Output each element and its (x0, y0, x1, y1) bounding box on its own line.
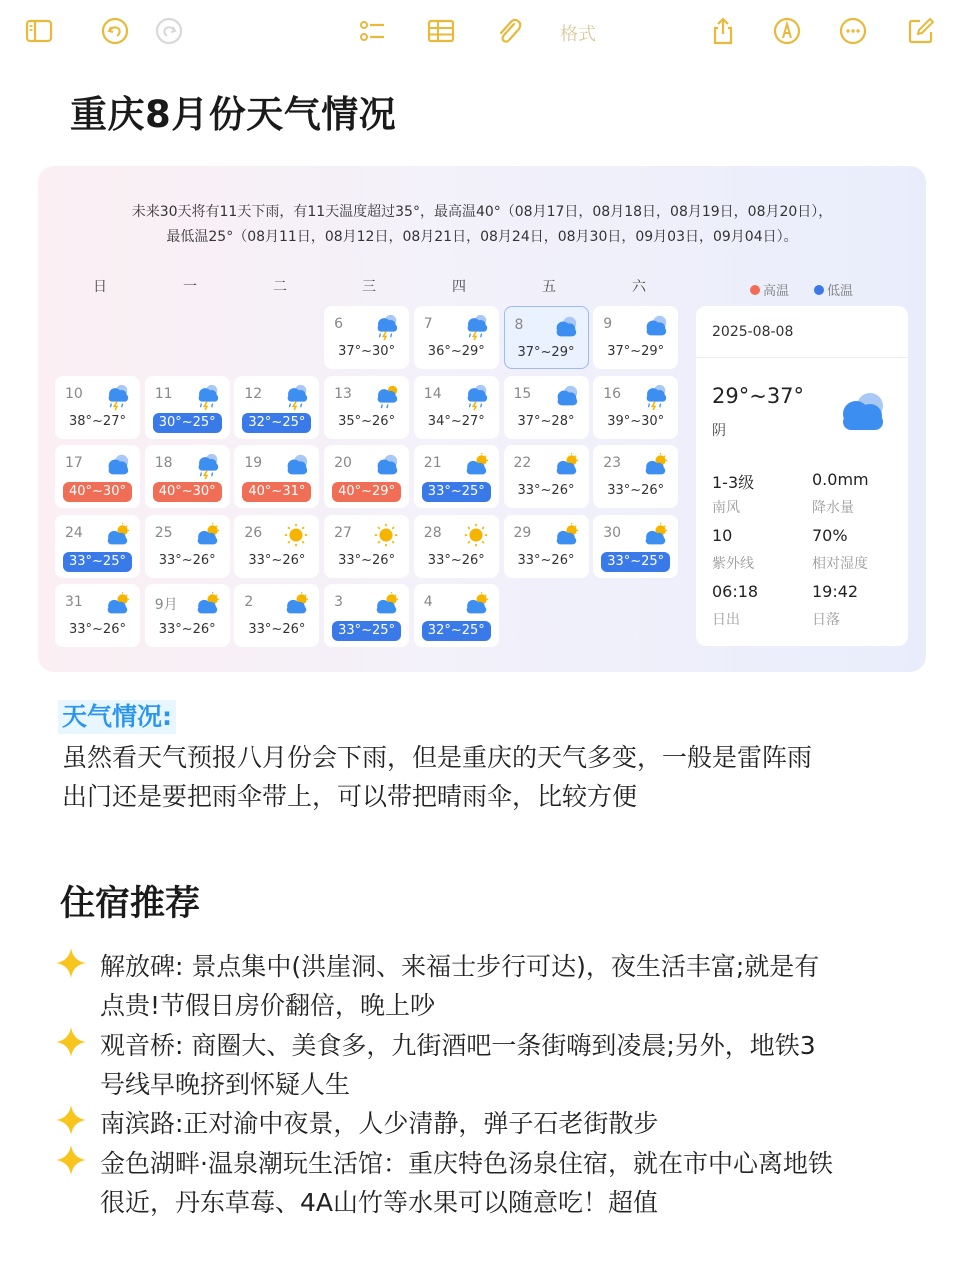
lodging-item-line: 南滨路:正对渝中夜景，人少清静，弹子石老街散步 (100, 1109, 659, 1138)
ellipsis-icon (838, 16, 868, 46)
paperclip-icon (494, 16, 524, 46)
calendar-day[interactable] (504, 306, 589, 369)
day-temp-range: 33°~26° (248, 552, 306, 568)
compose-button[interactable] (904, 14, 938, 48)
attachment-button[interactable] (492, 14, 526, 48)
day-number: 23 (603, 455, 622, 471)
lodging-item-line: 号线早晚挤到怀疑人生 (100, 1070, 351, 1099)
calendar-day[interactable] (324, 445, 409, 508)
day-number: 16 (603, 385, 622, 402)
calendar-day[interactable] (145, 376, 230, 439)
weather-note-line: 虽然看天气预报八月份会下雨，但是重庆的天气多变，一般是雷阵雨 (62, 743, 813, 772)
day-number: 26 (244, 524, 263, 541)
day-temp-range: 38°~27° (69, 413, 126, 429)
day-number: 20 (334, 455, 352, 471)
humidity-value: 70% (812, 526, 848, 545)
calendar-day[interactable] (234, 376, 319, 439)
legend-low-label: 低温 (827, 284, 854, 299)
day-temp-range: 33°~25° (601, 552, 670, 572)
calendar-day[interactable] (55, 515, 140, 578)
table-button[interactable] (424, 14, 458, 48)
checklist-button[interactable] (355, 14, 389, 48)
day-number: 9月 (154, 597, 178, 613)
more-button[interactable] (836, 14, 870, 48)
day-temp-range: 33°~26° (517, 552, 575, 568)
calendar-day[interactable] (234, 445, 319, 508)
day-temp-range: 33°~25° (332, 621, 401, 641)
day-temp-range: 36°~29° (427, 344, 485, 359)
calendar-day[interactable] (324, 515, 409, 578)
legend-high-label: 高温 (763, 284, 790, 299)
day-temp-range: 33°~26° (517, 483, 575, 498)
day-temp-range: 33°~26° (338, 552, 396, 568)
cloud-icon (281, 452, 311, 480)
calendar-day[interactable] (414, 445, 499, 508)
share-icon (708, 16, 738, 46)
day-temp-range: 35°~26° (338, 413, 396, 429)
day-number: 13 (334, 385, 352, 402)
uv-label: 紫外线 (712, 556, 754, 572)
day-number: 4 (423, 594, 433, 610)
day-number: 22 (513, 455, 532, 471)
weekday-header: 六 (632, 279, 646, 295)
calendar-day[interactable] (234, 584, 319, 647)
weather-summary (38, 200, 926, 250)
thunderstorm-icon (461, 313, 491, 341)
calendar-day[interactable] (234, 515, 319, 578)
weekday-header: 二 (273, 279, 287, 295)
weekday-header: 一 (183, 279, 197, 295)
sparkle-icon (54, 946, 88, 980)
sun-icon (281, 522, 311, 550)
share-button[interactable] (706, 14, 740, 48)
calendar-day[interactable] (55, 376, 140, 439)
pen-circle-icon (772, 16, 802, 46)
day-temp-range: 33°~26° (69, 622, 126, 637)
cloud-icon (550, 314, 580, 342)
legend-dot-high (750, 285, 760, 295)
weekday-header: 日 (93, 279, 107, 295)
day-temp-range: 34°~27° (427, 413, 485, 429)
uv-value: 10 (712, 526, 733, 545)
calendar-day[interactable] (593, 376, 678, 439)
redo-button[interactable] (152, 14, 186, 48)
partly-cloudy-icon (192, 522, 222, 550)
calendar-day[interactable] (593, 515, 678, 578)
day-number: 6 (334, 316, 344, 332)
undo-button[interactable] (98, 14, 132, 48)
lodging-item-line: 解放碑: 景点集中(洪崖洞、来福士步行可达)，夜生活丰富;就是有 (100, 952, 820, 981)
sun-icon (461, 522, 491, 550)
partly-cloudy-icon (640, 522, 670, 550)
day-number: 7 (423, 316, 433, 332)
partly-cloudy-icon (640, 452, 670, 480)
calendar-day[interactable] (504, 445, 589, 508)
weather-note-heading: 天气情况: (58, 700, 176, 734)
calendar-day[interactable] (55, 445, 140, 508)
precip-value: 0.0mm (812, 470, 869, 489)
day-temp-range: 32°~25° (242, 413, 311, 433)
legend-dot-low (814, 285, 824, 295)
partly-cloudy-icon (281, 591, 311, 619)
day-temp-range: 37°~28° (517, 413, 575, 429)
day-temp-range: 33°~25° (63, 552, 132, 572)
wind-label: 南风 (712, 500, 740, 516)
calendar-day[interactable] (593, 445, 678, 508)
day-number: 11 (154, 385, 173, 402)
calendar-day[interactable] (414, 584, 499, 647)
thunderstorm-icon (281, 383, 311, 411)
weather-note-line: 出门还是要把雨伞带上，可以带把晴雨伞，比较方便 (62, 782, 638, 811)
day-number: 14 (423, 385, 442, 402)
calendar-day[interactable] (145, 445, 230, 508)
legend-low (814, 280, 853, 299)
lodging-item-line: 很近，丹东草莓、4A山竹等水果可以随意吃！超值 (100, 1188, 659, 1217)
day-number: 8 (514, 317, 524, 333)
day-number: 30 (603, 524, 622, 541)
calendar-day[interactable] (324, 306, 409, 369)
thunderstorm-icon (640, 383, 670, 411)
markup-button[interactable] (770, 14, 804, 48)
partly-cloudy-icon (102, 522, 132, 550)
day-number: 21 (423, 455, 442, 471)
calendar-day[interactable] (504, 376, 589, 439)
thunderstorm-icon (192, 452, 222, 480)
lodging-title: 住宿推荐 (60, 884, 201, 924)
partly-cloudy-icon (551, 522, 581, 550)
day-number: 12 (244, 385, 263, 402)
day-temp-range: 33°~26° (158, 622, 216, 637)
partly-cloudy-icon (192, 591, 222, 619)
calendar-day[interactable] (414, 515, 499, 578)
day-temp-range: 33°~26° (427, 552, 485, 568)
day-number: 28 (423, 524, 442, 541)
wind-value: 1-3级 (712, 473, 755, 492)
sparkle-icon (54, 1025, 88, 1059)
day-temp-range: 32°~25° (422, 621, 491, 641)
summary-line: 未来30天将有11天下雨，有11天温度超过35°，最高温40°（08月17日，08月18日，08月19日，08月20日）， (131, 204, 833, 220)
day-number: 15 (513, 385, 532, 402)
day-temp-range: 40°~30° (63, 482, 132, 502)
weekday-header: 三 (362, 279, 376, 295)
day-temp-range: 37°~29° (607, 344, 665, 359)
partly-cloudy-icon (551, 452, 581, 480)
calendar-day[interactable] (414, 376, 499, 439)
day-temp-range: 30°~25° (153, 413, 222, 433)
day-temp-range: 37°~30° (338, 344, 396, 359)
calendar-day[interactable] (593, 306, 678, 369)
day-number: 29 (513, 524, 532, 541)
day-temp-range: 33°~26° (607, 483, 665, 498)
toolbar (0, 0, 958, 64)
weather-calendar-card (38, 166, 926, 672)
cloud-icon (640, 313, 670, 341)
cloud-icon (832, 388, 892, 436)
day-temp-range: 40°~29° (332, 482, 401, 502)
detail-temp-range: 29°~37° (712, 384, 805, 408)
day-temp-range: 33°~26° (158, 552, 216, 568)
day-number: 9 (603, 316, 613, 332)
partly-cloudy-icon (102, 591, 132, 619)
sparkle-icon (54, 1143, 88, 1177)
partly-cloudy-icon (371, 591, 401, 619)
table-icon (426, 16, 456, 46)
day-temp-range: 39°~30° (607, 413, 665, 429)
day-number: 24 (65, 524, 83, 541)
sidebar-icon (24, 16, 54, 46)
checklist-icon (357, 16, 387, 46)
note-title: 重庆8月份天气情况 (70, 93, 397, 136)
detail-divider (696, 357, 908, 358)
undo-icon (100, 16, 130, 46)
thunderstorm-icon (102, 383, 132, 411)
sunrise-label: 日出 (712, 612, 740, 628)
cloud-icon (102, 452, 132, 480)
calendar-day[interactable] (324, 584, 409, 647)
day-number: 31 (65, 594, 83, 610)
format-button[interactable]: 格式 (560, 24, 596, 45)
sun-icon (371, 522, 401, 550)
sunrise-value: 06:18 (712, 582, 759, 601)
lodging-item-line: 点贵!节假日房价翻倍，晚上吵 (100, 991, 436, 1020)
sun-rain-icon (371, 383, 401, 411)
sparkle-icon (54, 1103, 88, 1137)
sunset-label: 日落 (812, 612, 840, 628)
day-temp-range: 40°~30° (153, 482, 222, 502)
day-number: 25 (154, 524, 173, 541)
summary-line: 最低温25°（08月11日，08月12日，08月21日，08月24日，08月30日，09月03日，09月04日）。 (166, 229, 798, 245)
lodging-item-line: 金色湖畔·温泉潮玩生活馆：重庆特色汤泉住宿，就在市中心离地铁 (100, 1149, 833, 1178)
redo-icon (154, 16, 184, 46)
detail-date: 2025-08-08 (712, 324, 794, 340)
calendar-day[interactable] (145, 515, 230, 578)
calendar-day[interactable] (145, 584, 230, 647)
legend-high (750, 280, 789, 299)
calendar-day[interactable] (504, 515, 589, 578)
day-temp-range: 40°~31° (242, 482, 311, 502)
calendar-day[interactable] (414, 306, 499, 369)
humidity-label: 相对湿度 (812, 556, 868, 572)
day-number: 19 (244, 455, 263, 471)
thunderstorm-icon (371, 313, 401, 341)
thunderstorm-icon (192, 383, 222, 411)
day-number: 3 (334, 594, 344, 610)
partly-cloudy-icon (461, 591, 491, 619)
sunset-value: 19:42 (812, 582, 859, 601)
day-temp-range: 33°~25° (422, 482, 491, 502)
weekday-header: 四 (452, 279, 466, 295)
cloud-icon (551, 383, 581, 411)
day-detail-panel (696, 306, 908, 646)
detail-condition: 阴 (712, 423, 726, 439)
lodging-item-line: 观音桥: 商圈大、美食多，九街酒吧一条街嗨到凌晨;另外，地铁3 (100, 1031, 816, 1060)
compose-icon (906, 16, 936, 46)
calendar-day[interactable] (55, 584, 140, 647)
sidebar-toggle-button[interactable] (22, 14, 56, 48)
day-number: 10 (65, 385, 83, 402)
day-number: 18 (154, 455, 173, 471)
day-number: 2 (244, 594, 254, 610)
day-number: 17 (65, 455, 83, 471)
partly-cloudy-icon (461, 452, 491, 480)
day-temp-range: 37°~29° (517, 345, 575, 360)
thunderstorm-icon (461, 383, 491, 411)
calendar-day[interactable] (324, 376, 409, 439)
day-number: 27 (334, 524, 352, 541)
precip-label: 降水量 (812, 500, 854, 516)
cloud-icon (371, 452, 401, 480)
day-temp-range: 33°~26° (248, 622, 306, 637)
weekday-header: 五 (542, 279, 556, 295)
